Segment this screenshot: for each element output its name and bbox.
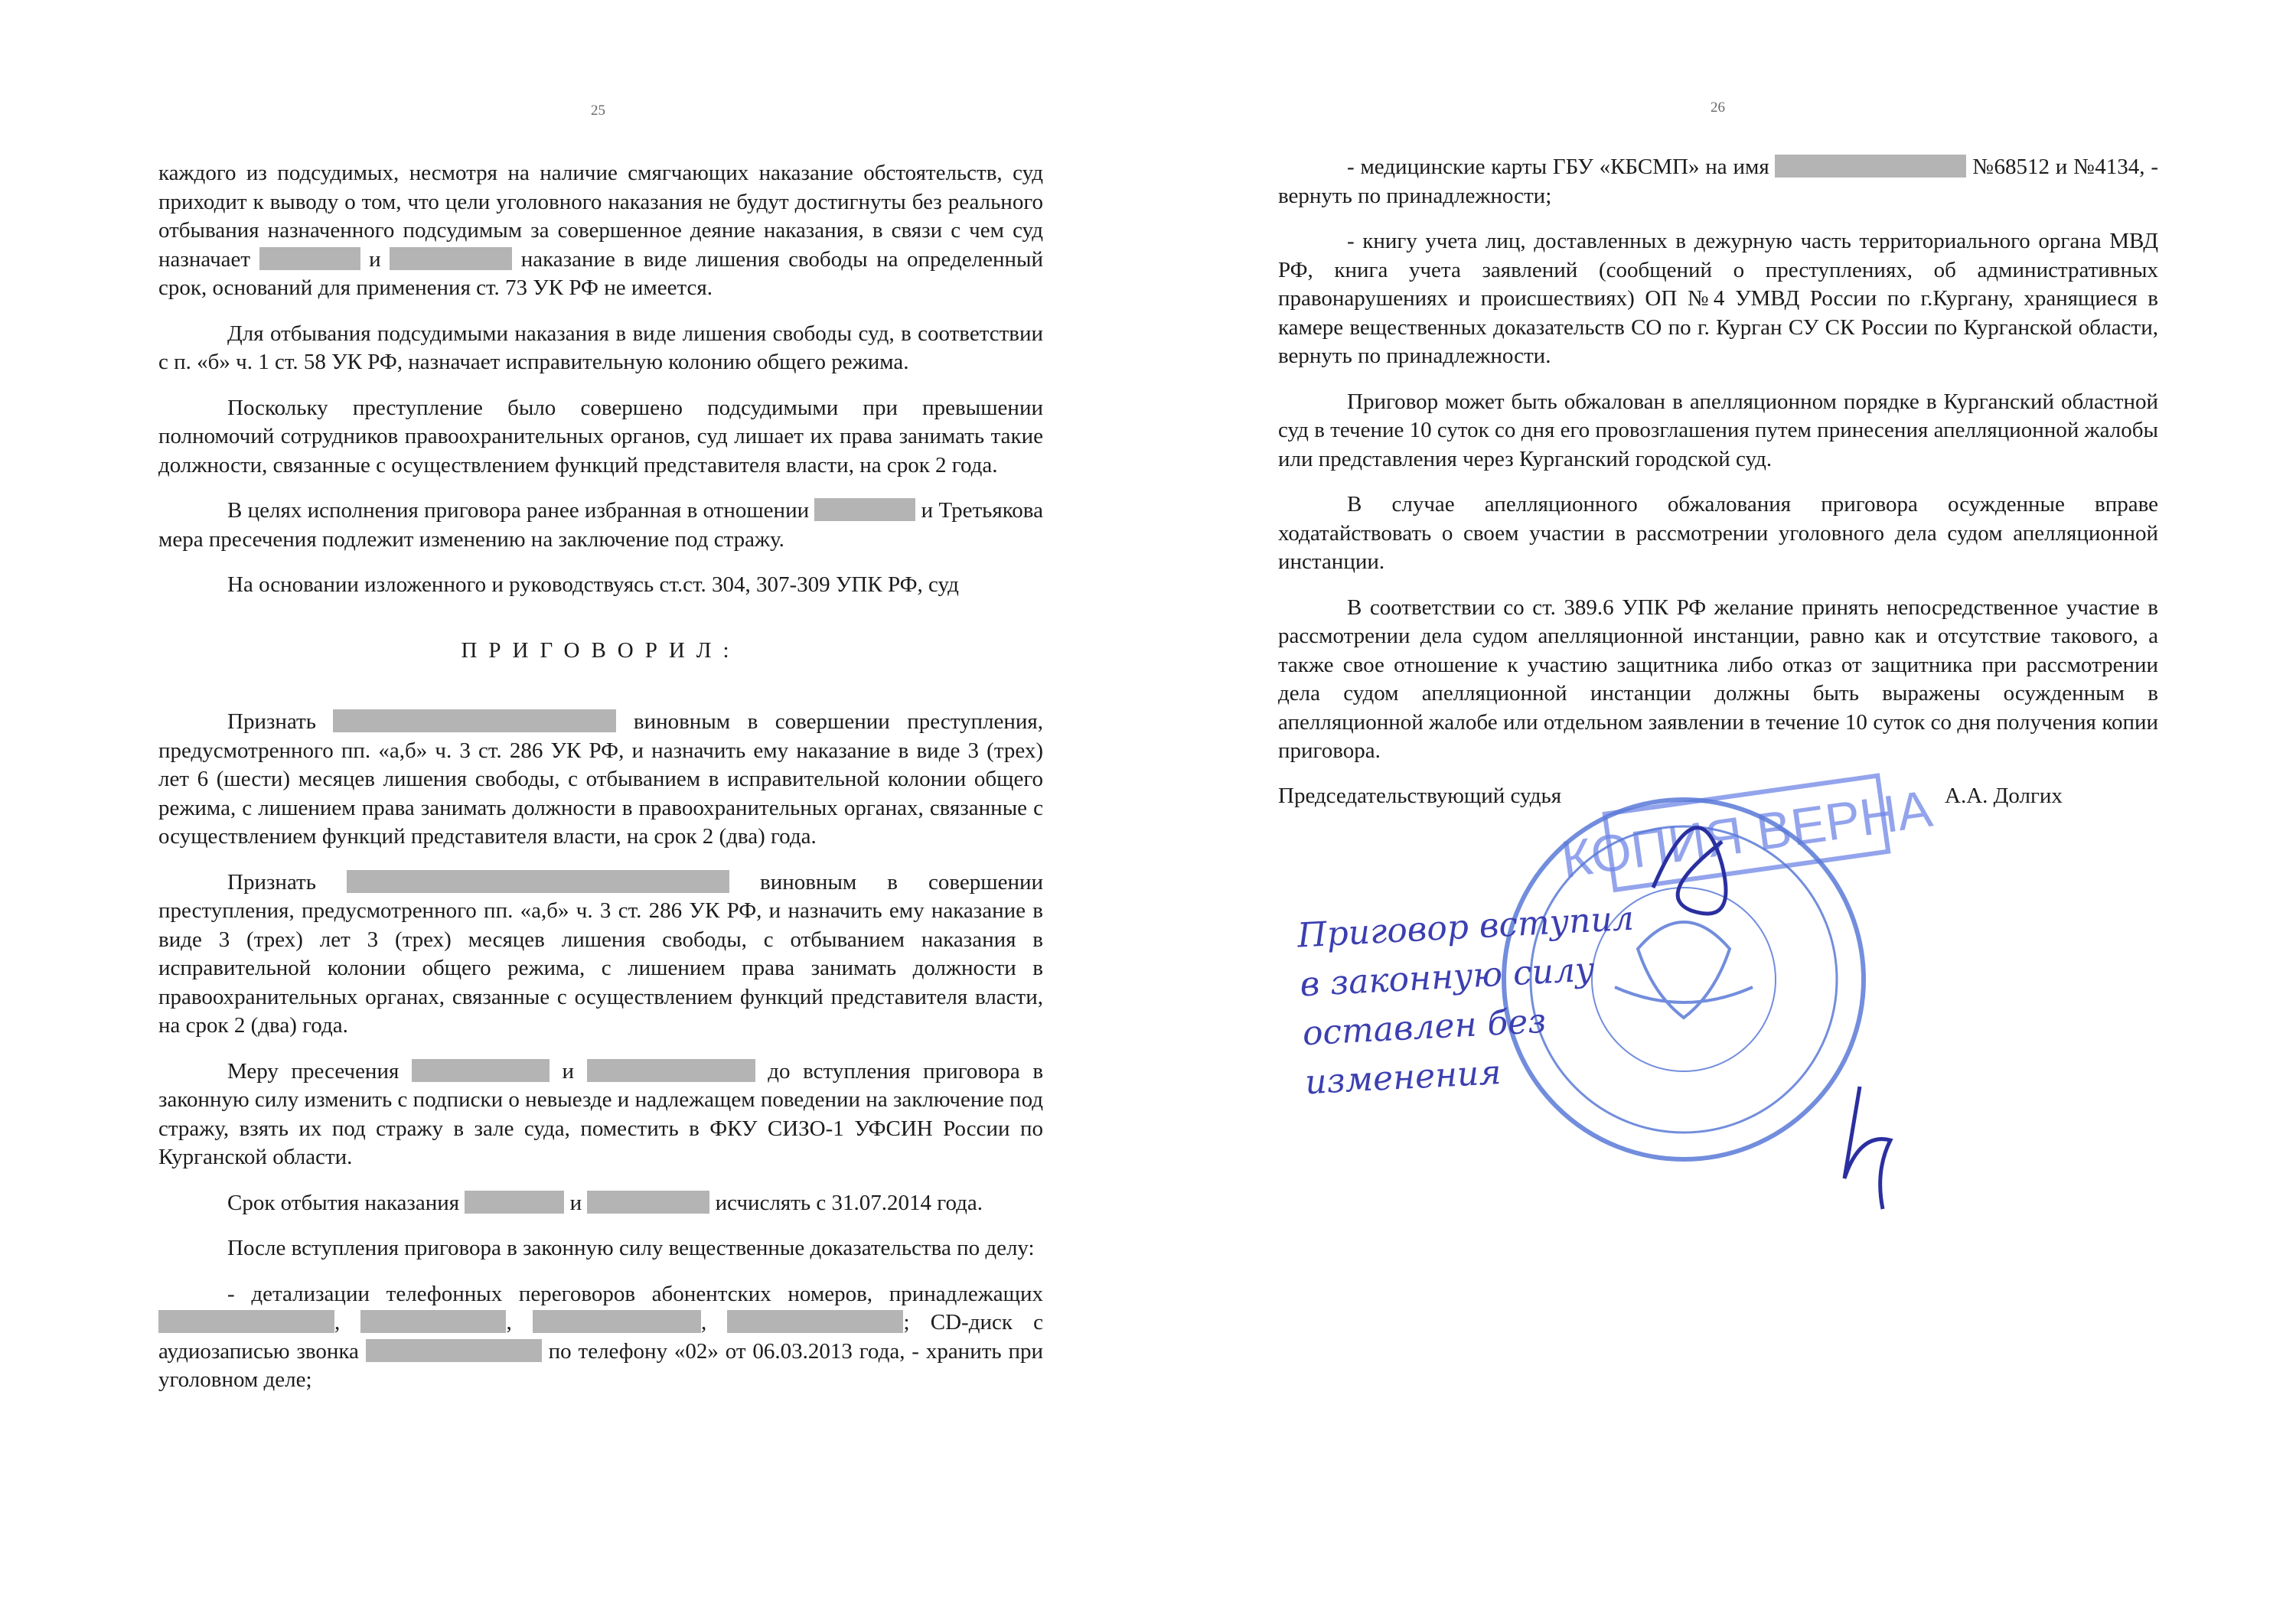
- paragraph: Меру пресечения и до вступления приговора в законную силу изменить с подписки о невыезде и надлежащем поведении на заключение под стражу, взять их под стражу в зале суда, поместить в ФКУ СИЗО-1 УФСИН России по Курганской области.: [158, 1058, 1044, 1169]
- paragraph: - детализации телефонных переговоров абонентских номеров, принадлежащих , , , ; CD-диск с аудиозаписью звонка по телефону «02» от 06.03.2013 года, - хранить при уголовном деле;: [158, 1281, 1044, 1392]
- page-body: [158, 159, 1043, 1412]
- judge-name: А.А. Долгих: [1945, 784, 2063, 808]
- redaction: [390, 247, 512, 270]
- page-body: [1278, 153, 2158, 783]
- signature-mark: [1844, 1087, 1890, 1209]
- svg-text:КОПИЯ ВЕРНА: КОПИЯ ВЕРНА: [1557, 779, 1936, 889]
- redaction: [587, 1059, 755, 1082]
- signature-role: Председательствующий судья: [1278, 784, 1562, 808]
- redaction: [1775, 155, 1966, 178]
- redaction: [360, 1310, 506, 1333]
- paragraph: - медицинские карты ГБУ «КБСМП» на имя №68512 и №4134, - вернуть по принадлежности;: [1278, 155, 2158, 208]
- paragraph: Признать виновным в совершении преступления, предусмотренного пп. «а,б» ч. 3 ст. 286 УК РФ, и назначить ему наказание в виде 3 (трех) лет 3 (трех) месяцев лишения свободы, с отбыванием наказания в исправительной колонии общего режима, с лишением права занимать должности в правоохранительных органах, связанные с осуществлением функций представителя власти, на срок 2 (два) года.: [158, 869, 1044, 1038]
- redaction: [465, 1191, 564, 1214]
- paragraph: После вступления приговора в законную силу вещественные доказательства по делу:: [227, 1236, 1035, 1260]
- redaction: [158, 1310, 334, 1333]
- page-number: 25: [591, 103, 605, 119]
- redaction: [814, 498, 915, 521]
- paragraph: В соответствии со ст. 389.6 УПК РФ желание принять непосредственное участие в рассмотрении дела судом апелляционной инстанции, равно как и отсутствие такового, а также свое отношение к участию защитника либо отказ от защитника при рассмотрении дела судом апелляционной инстанции должны быть выражены осужденным в апелляционной жалобе или отдельном заявлении в течение 10 суток со дня получения копии приговора.: [1278, 595, 2158, 763]
- paragraph: Поскольку преступление было совершено подсудимыми при превышении полномочий сотрудников правоохранительных органов, суд лишает их права занимать такие должности, связанные с осуществлением функций представителя власти, на срок 2 года.: [158, 395, 1043, 477]
- page-number: 26: [1711, 99, 1725, 116]
- redaction: [412, 1059, 550, 1082]
- redaction: [727, 1310, 903, 1333]
- redaction: [333, 709, 616, 732]
- paragraph: В целях исполнения приговора ранее избранная в отношении и Третьякова мера пресечения подлежит изменению на заключение под стражу.: [158, 498, 1043, 552]
- paragraph: Признать виновным в совершении преступления, предусмотренного пп. «а,б» ч. 3 ст. 286 УК РФ, и назначить ему наказание в виде 3 (трех) лет 6 (шести) месяцев лишения свободы, с отбыванием в исправительной колонии общего режима, с лишением права занимать должности в правоохранительных органах, связанные с осуществлением функций представителя власти, на срок 2 (два) года.: [158, 709, 1043, 849]
- handwritten-note: Приговор вступил в законную силу оставлен без изменения: [1296, 898, 1636, 1103]
- redaction: [366, 1339, 542, 1362]
- redaction: [259, 247, 360, 270]
- stamp-box: [1556, 773, 1937, 897]
- paragraph: На основании изложенного и руководствуясь ст.ст. 304, 307-309 УПК РФ, суд: [227, 572, 959, 597]
- paragraph: Для отбывания подсудимыми наказания в виде лишения свободы суд, в соответствии с п. «б» ч. 1 ст. 58 УК РФ, назначает исправительную колонию общего режима.: [158, 321, 1043, 374]
- redaction: [533, 1310, 701, 1333]
- paragraph: В случае апелляционного обжалования приговора осужденные вправе ходатайствовать о своем участии в рассмотрении уголовного дела судом апелляционной инстанции.: [1278, 492, 2158, 574]
- paragraph: каждого из подсудимых, несмотря на наличие смягчающих наказание обстоятельств, суд приходит к выводу о том, что цели уголовного наказания не будут достигнуты без реального отбывания назначенного подсудимым за совершенное деяние наказания, в связи с чем суд назначает и наказание в виде лишения свободы на определенный срок, оснований для применения ст. 73 УК РФ не имеется.: [158, 161, 1044, 300]
- paragraph: Срок отбытия наказания и исчислять с 31.07.2014 года.: [227, 1190, 983, 1215]
- paragraph: Приговор может быть обжалован в апелляционном порядке в Курганский областной суд в течение 10 суток со дня его провозглашения путем принесения апелляционной жалобы или представления через Курганский городской суд.: [1278, 389, 2158, 471]
- redaction: [347, 870, 729, 893]
- verdict-heading: ПРИГОВОРИЛ:: [461, 637, 741, 663]
- redaction: [587, 1191, 709, 1214]
- paragraph: - книгу учета лиц, доставленных в дежурную часть территориального органа МВД РФ, книга учета заявлений (сообщений о преступлениях, об административных правонарушениях и происшествиях) ОП №4 УМВД России по г.Кургану, хранящиеся в камере вещественных доказательств СО по г. Курган СУ СК России по Курганской области, вернуть по принадлежности.: [1278, 229, 2158, 368]
